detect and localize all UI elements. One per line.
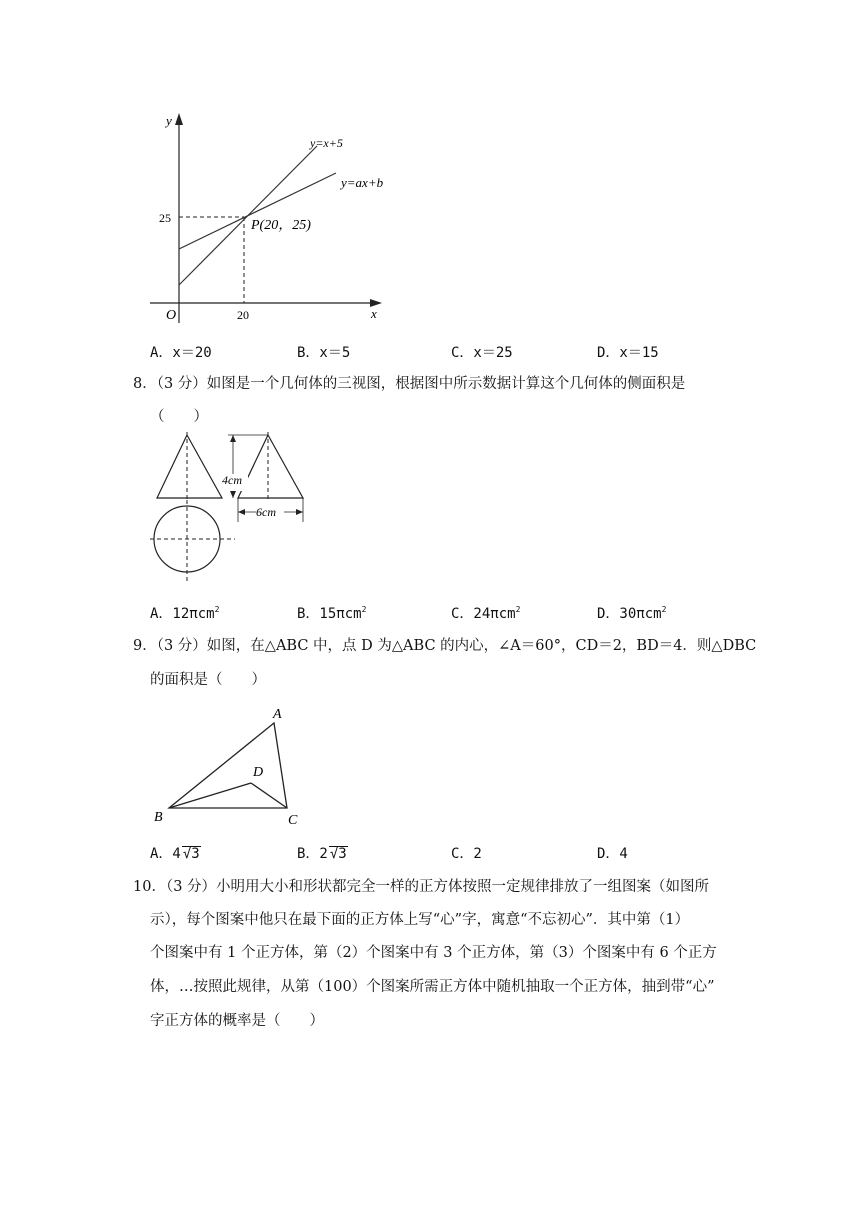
tick-x-label: 20 (237, 308, 249, 322)
q9-option-a: A．4 √3 (150, 846, 200, 862)
q8-option-b: B．15πcm$^2$ (297, 605, 367, 622)
x-axis-label: x (371, 306, 377, 321)
q8-three-views (150, 430, 320, 590)
q10-line4: 体，…按照此规律，从第（100）个图案所需正方体中随机抽取一个正方体，抽到带“心” (150, 979, 715, 995)
q7-graph (140, 105, 400, 330)
q9-stem-line1: 9．（3 分）如图，在△ABC 中，点 D 为△ABC 的内心，∠A＝60°，CD＝2，BD＝4．则△DBC (133, 638, 757, 654)
sqrt-sign: √3 (182, 846, 200, 862)
q7-option-d: D．x＝15 (597, 345, 659, 361)
y-axis-label: y (166, 113, 172, 128)
q9-stem-line2: 的面积是（ ） (150, 672, 266, 688)
q10-line3: 个图案中有 1 个正方体，第（2）个图案中有 3 个正方体，第（3）个图案中有 6 个正方 (150, 945, 717, 961)
tick-y-label: 25 (159, 211, 171, 225)
line1-label: y=x+5 (310, 136, 343, 150)
q10-line5: 字正方体的概率是（ ） (150, 1013, 324, 1029)
q9-option-d: D．4 (597, 846, 628, 862)
origin-label: O (166, 308, 177, 323)
height-label: 4cm (222, 473, 242, 487)
line2-label: y=ax+b (341, 175, 384, 190)
q10-line2: 示），每个图案中他只在最下面的正方体上写“心”字，寓意“不忘初心”．其中第（1） (150, 912, 690, 928)
width-label: 6cm (256, 505, 276, 519)
q10-line1: 10．（3 分）小明用大小和形状都完全一样的正方体按照一定规律排放了一组图案（如图所 (133, 879, 710, 895)
vertex-b: B (154, 810, 163, 825)
q8-option-a: A．12πcm$^2$ (150, 605, 220, 622)
q8-option-d: D．30πcm$^2$ (597, 605, 667, 622)
q7-option-a: A．x＝20 (150, 345, 212, 361)
q8-stem-line2: （ ） (150, 409, 208, 425)
q9-triangle (150, 700, 310, 830)
q9-option-c: C．2 (451, 846, 482, 862)
point-label: P(20，25) (251, 218, 311, 233)
q8-option-c: C．24πcm$^2$ (451, 605, 521, 622)
q9-option-b: B．2 √3 (297, 846, 347, 862)
q7-option-c: C．x＝25 (451, 345, 513, 361)
vertex-d: D (253, 765, 264, 780)
q7-option-b: B．x＝5 (297, 345, 351, 361)
sqrt-sign: √3 (329, 846, 347, 862)
q8-stem-line1: 8．（3 分）如图是一个几何体的三视图，根据图中所示数据计算这个几何体的侧面积是 (133, 376, 686, 392)
vertex-c: C (288, 813, 298, 828)
vertex-a: A (273, 707, 282, 722)
